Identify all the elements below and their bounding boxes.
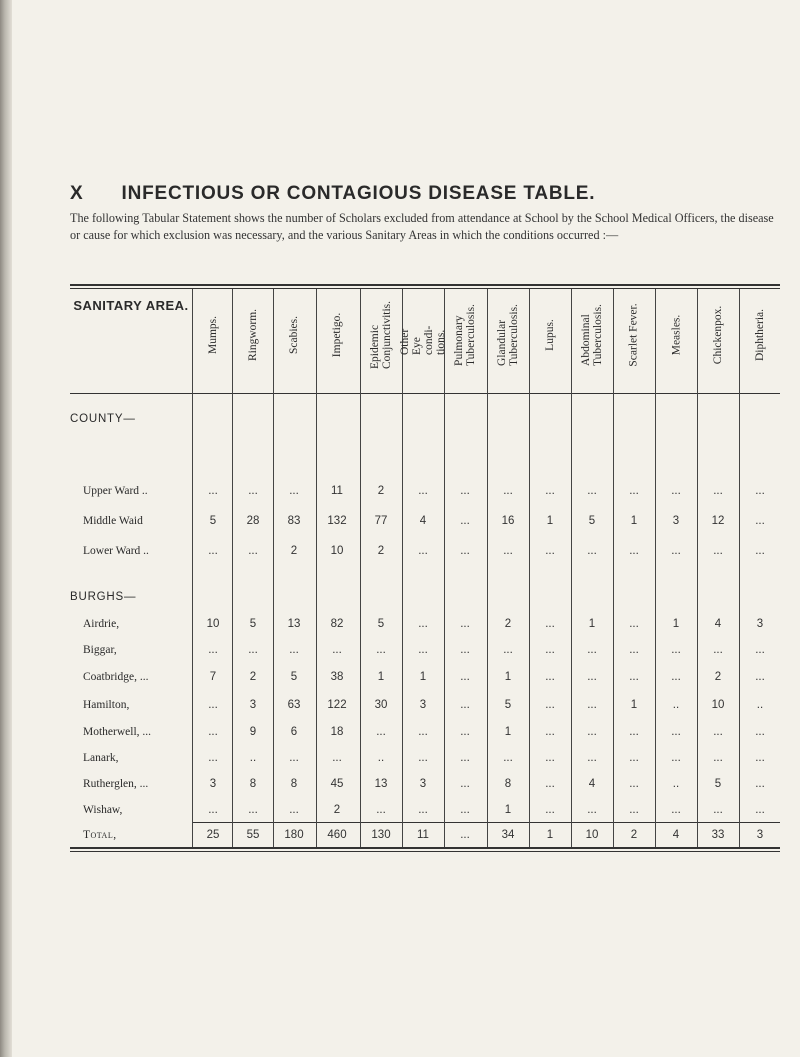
table-cell: ... — [545, 778, 555, 790]
table-cell: 10 — [206, 618, 220, 630]
table-cell: 2 — [377, 485, 385, 497]
table-cell: ... — [587, 752, 597, 764]
table-cell: 9 — [249, 726, 257, 738]
table-cell: 8 — [504, 778, 512, 790]
table-cell: ... — [755, 644, 765, 656]
table-cell: ... — [629, 485, 639, 497]
table-cell: ... — [587, 545, 597, 557]
table-cell: 63 — [287, 699, 301, 711]
table-cell: ... — [376, 726, 386, 738]
table-cell: 2 — [333, 804, 341, 816]
table-cell: ... — [376, 644, 386, 656]
table-cell: ... — [629, 804, 639, 816]
table-top-rule — [70, 284, 780, 286]
table-cell: 45 — [330, 778, 344, 790]
table-cell: 5 — [588, 515, 596, 527]
sanitary-area-header: SANITARY AREA. — [73, 298, 189, 313]
table-cell: 2 — [630, 829, 638, 841]
table-cell: ... — [460, 804, 470, 816]
table-cell: 3 — [419, 778, 427, 790]
table-cell: 33 — [711, 829, 725, 841]
table-cell: 1 — [672, 618, 680, 630]
table-cell: 4 — [672, 829, 680, 841]
table-cell: .. — [249, 752, 257, 764]
table-cell: ... — [587, 644, 597, 656]
column-header-label: Diphtheria. — [754, 308, 766, 362]
table-cell: 12 — [711, 515, 725, 527]
table-cell: ... — [587, 699, 597, 711]
column-header — [698, 292, 738, 378]
column-header-label: Mumps. — [207, 315, 219, 355]
table-cell: ... — [289, 644, 299, 656]
table-cell: .. — [672, 778, 680, 790]
table-cell: ... — [208, 545, 218, 557]
table-cell: ... — [587, 485, 597, 497]
table-cell: ... — [418, 485, 428, 497]
table-cell: 77 — [374, 515, 388, 527]
row-area-name: Motherwell, ... — [83, 726, 152, 738]
table-cell: ... — [418, 545, 428, 557]
table-cell: ... — [587, 726, 597, 738]
table-cell: ... — [671, 726, 681, 738]
table-cell: ... — [713, 545, 723, 557]
table-cell: 2 — [504, 618, 512, 630]
table-cell: 13 — [374, 778, 388, 790]
table-cell: ... — [713, 644, 723, 656]
table-cell: 16 — [501, 515, 515, 527]
table-cell: 10 — [330, 545, 344, 557]
table-cell: ... — [713, 804, 723, 816]
table-row — [0, 485, 800, 501]
table-cell: ... — [713, 485, 723, 497]
table-cell: 3 — [756, 829, 764, 841]
table-cell: ... — [460, 778, 470, 790]
table-cell: 2 — [290, 545, 298, 557]
table-cell: 1 — [588, 618, 596, 630]
table-cell: ... — [289, 804, 299, 816]
table-cell: .. — [377, 752, 385, 764]
table-cell: 38 — [330, 671, 344, 683]
table-cell: ... — [755, 804, 765, 816]
table-cell: 55 — [246, 829, 260, 841]
table-cell: ... — [629, 726, 639, 738]
table-cell: ... — [671, 485, 681, 497]
table-cell: ... — [208, 699, 218, 711]
table-cell: 6 — [290, 726, 298, 738]
table-cell: 4 — [588, 778, 596, 790]
column-header-label: Scarlet Fever. — [628, 303, 641, 367]
section-label: COUNTY— — [70, 413, 136, 425]
table-cell: ... — [248, 485, 258, 497]
table-cell: 2 — [714, 671, 722, 683]
table-cell: ... — [755, 485, 765, 497]
table-cell: ... — [208, 644, 218, 656]
table-cell: ... — [629, 644, 639, 656]
row-area-name: Airdrie, — [83, 618, 120, 630]
table-cell: ... — [587, 671, 597, 683]
table-cell: ... — [460, 515, 470, 527]
column-header — [445, 292, 485, 378]
table-row — [0, 778, 800, 794]
table-cell: 1 — [504, 726, 512, 738]
table-cell: 83 — [287, 515, 301, 527]
column-header — [530, 292, 570, 378]
table-cell: ... — [629, 778, 639, 790]
row-area-name: Middle Waid — [83, 515, 143, 527]
column-header-label: Pulmonary Tuberculosis. — [453, 304, 477, 366]
table-row — [0, 618, 800, 634]
table-cell: 7 — [209, 671, 217, 683]
table-cell: 82 — [330, 618, 344, 630]
table-cell: 8 — [249, 778, 257, 790]
table-cell: 5 — [249, 618, 257, 630]
row-area-name: Lower Ward .. — [83, 545, 149, 557]
table-cell: ... — [629, 671, 639, 683]
table-cell: 3 — [209, 778, 217, 790]
column-header-label: Glandular Tuberculosis. — [496, 304, 520, 366]
table-cell: 4 — [419, 515, 427, 527]
table-cell: ... — [545, 804, 555, 816]
page-title — [70, 183, 770, 205]
table-cell: 3 — [419, 699, 427, 711]
table-cell: ... — [418, 644, 428, 656]
table-cell: ... — [376, 804, 386, 816]
column-header — [317, 292, 357, 378]
table-cell: ... — [713, 726, 723, 738]
table-cell: ... — [545, 671, 555, 683]
column-header — [488, 292, 528, 378]
table-cell: ... — [629, 618, 639, 630]
table-cell: ... — [503, 644, 513, 656]
table-cell: .. — [756, 699, 764, 711]
table-cell: 30 — [374, 699, 388, 711]
table-cell: ... — [332, 752, 342, 764]
table-cell: 3 — [249, 699, 257, 711]
table-cell: 28 — [246, 515, 260, 527]
table-cell: ... — [460, 671, 470, 683]
column-header-label: Epidemic Conjunctivitis. — [369, 300, 394, 370]
table-cell: ... — [248, 644, 258, 656]
table-cell: 1 — [504, 804, 512, 816]
table-row — [0, 804, 800, 820]
table-cell: 2 — [249, 671, 257, 683]
table-cell: ... — [629, 545, 639, 557]
table-cell: ... — [208, 804, 218, 816]
table-cell: 3 — [672, 515, 680, 527]
column-header-label: Scabies. — [287, 315, 300, 355]
table-bottom-rule — [70, 847, 780, 849]
column-header — [361, 292, 401, 378]
table-cell: 1 — [377, 671, 385, 683]
table-cell: 13 — [287, 618, 301, 630]
row-area-name: Rutherglen, ... — [83, 778, 149, 790]
table-cell: ... — [289, 485, 299, 497]
table-row — [0, 671, 800, 687]
table-cell: 3 — [756, 618, 764, 630]
table-cell: ... — [208, 752, 218, 764]
table-cell: ... — [545, 545, 555, 557]
row-area-name: Total, — [83, 829, 117, 841]
row-area-name: Lanark, — [83, 752, 119, 764]
table-cell: ... — [671, 644, 681, 656]
table-cell: ... — [248, 804, 258, 816]
table-cell: 8 — [290, 778, 298, 790]
column-header — [614, 292, 654, 378]
row-area-name: Upper Ward .. — [83, 485, 148, 497]
table-cell: ... — [629, 752, 639, 764]
table-cell: ... — [671, 804, 681, 816]
table-cell: 5 — [209, 515, 217, 527]
table-bottom-rule-thin — [70, 851, 780, 852]
table-cell: 132 — [327, 515, 347, 527]
column-header — [656, 292, 696, 378]
table-cell: 1 — [630, 699, 638, 711]
table-cell: 1 — [546, 829, 554, 841]
column-header — [274, 292, 314, 378]
table-cell: ... — [755, 545, 765, 557]
table-cell: 11 — [417, 829, 429, 841]
table-cell: ... — [460, 545, 470, 557]
table-cell: ... — [587, 804, 597, 816]
table-cell: ... — [671, 671, 681, 683]
table-cell: ... — [460, 726, 470, 738]
table-cell: 5 — [504, 699, 512, 711]
table-cell: 130 — [371, 829, 391, 841]
row-area-name: Biggar, — [83, 644, 117, 656]
column-header — [233, 292, 273, 378]
table-cell: ... — [671, 545, 681, 557]
table-cell: ... — [503, 545, 513, 557]
table-cell: ... — [755, 671, 765, 683]
column-header — [399, 292, 447, 378]
row-area-name: Coatbridge, ... — [83, 671, 149, 683]
table-cell: ... — [248, 545, 258, 557]
table-cell: 122 — [327, 699, 347, 711]
table-cell: ... — [460, 752, 470, 764]
intro-paragraph: The following Tabular Statement shows the number of Scholars excluded from attendance at School by the School Medical Officers, the disease or cause for which exclusion was necessary, and the various Sanitary Areas in which the conditions occurred :— — [70, 211, 774, 242]
table-cell: ... — [755, 752, 765, 764]
table-cell: ... — [460, 829, 470, 841]
table-cell: 18 — [330, 726, 344, 738]
table-row — [0, 752, 800, 768]
table-cell: ... — [418, 618, 428, 630]
table-cell: 10 — [585, 829, 599, 841]
table-row — [0, 699, 800, 715]
table-cell: ... — [208, 485, 218, 497]
column-header-label: Measles. — [670, 314, 682, 356]
table-cell: ... — [418, 726, 428, 738]
column-header-label: Lupus. — [544, 319, 556, 351]
column-header-label: Ringworm. — [247, 308, 260, 362]
table-cell: 1 — [419, 671, 427, 683]
table-cell: ... — [503, 485, 513, 497]
table-cell: ... — [208, 726, 218, 738]
table-cell: 180 — [284, 829, 304, 841]
table-cell: .. — [672, 699, 680, 711]
table-cell: 25 — [206, 829, 220, 841]
section-label: BURGHS— — [70, 591, 137, 603]
table-cell: ... — [460, 644, 470, 656]
header-bottom-rule — [70, 393, 780, 394]
table-row — [0, 726, 800, 742]
table-cell: ... — [332, 644, 342, 656]
table-cell: ... — [503, 752, 513, 764]
section-mark: X — [70, 183, 84, 204]
table-cell: 2 — [377, 545, 385, 557]
column-header-label: Abdominal Tuberculosis. — [580, 304, 604, 366]
table-cell: ... — [545, 699, 555, 711]
table-cell: 11 — [331, 485, 343, 497]
table-cell: ... — [545, 726, 555, 738]
table-cell: 5 — [714, 778, 722, 790]
table-cell: ... — [545, 644, 555, 656]
table-cell: 1 — [546, 515, 554, 527]
table-cell: 5 — [290, 671, 298, 683]
column-header — [193, 292, 233, 378]
table-cell: ... — [755, 726, 765, 738]
row-area-name: Hamilton, — [83, 699, 130, 711]
table-cell: ... — [418, 804, 428, 816]
table-cell: ... — [755, 515, 765, 527]
column-header — [572, 292, 612, 378]
table-cell: ... — [545, 752, 555, 764]
table-cell: ... — [460, 485, 470, 497]
row-area-name: Wishaw, — [83, 804, 123, 816]
column-header-label: Other Eye condi-tions. — [399, 325, 447, 355]
table-cell: ... — [671, 752, 681, 764]
table-cell: ... — [545, 618, 555, 630]
total-top-rule — [192, 822, 780, 823]
table-cell: ... — [460, 699, 470, 711]
table-cell: ... — [418, 752, 428, 764]
table-cell: 5 — [377, 618, 385, 630]
table-cell: ... — [755, 778, 765, 790]
column-header-label: Chickenpox. — [712, 305, 725, 365]
table-row — [0, 644, 800, 660]
table-cell: ... — [545, 485, 555, 497]
table-cell: 10 — [711, 699, 725, 711]
table-row — [0, 829, 800, 845]
table-cell: ... — [460, 618, 470, 630]
table-row — [0, 515, 800, 531]
column-header — [740, 292, 780, 378]
table-cell: 34 — [501, 829, 515, 841]
table-top-rule-thin — [70, 288, 780, 289]
title-text: INFECTIOUS OR CONTAGIOUS DISEASE TABLE. — [121, 183, 596, 204]
table-cell: ... — [289, 752, 299, 764]
column-header-label: Impetigo. — [331, 312, 343, 358]
table-cell: ... — [713, 752, 723, 764]
table-cell: 460 — [327, 829, 347, 841]
table-row — [0, 545, 800, 561]
table-cell: 1 — [630, 515, 638, 527]
table-cell: 1 — [504, 671, 512, 683]
table-cell: 4 — [714, 618, 722, 630]
